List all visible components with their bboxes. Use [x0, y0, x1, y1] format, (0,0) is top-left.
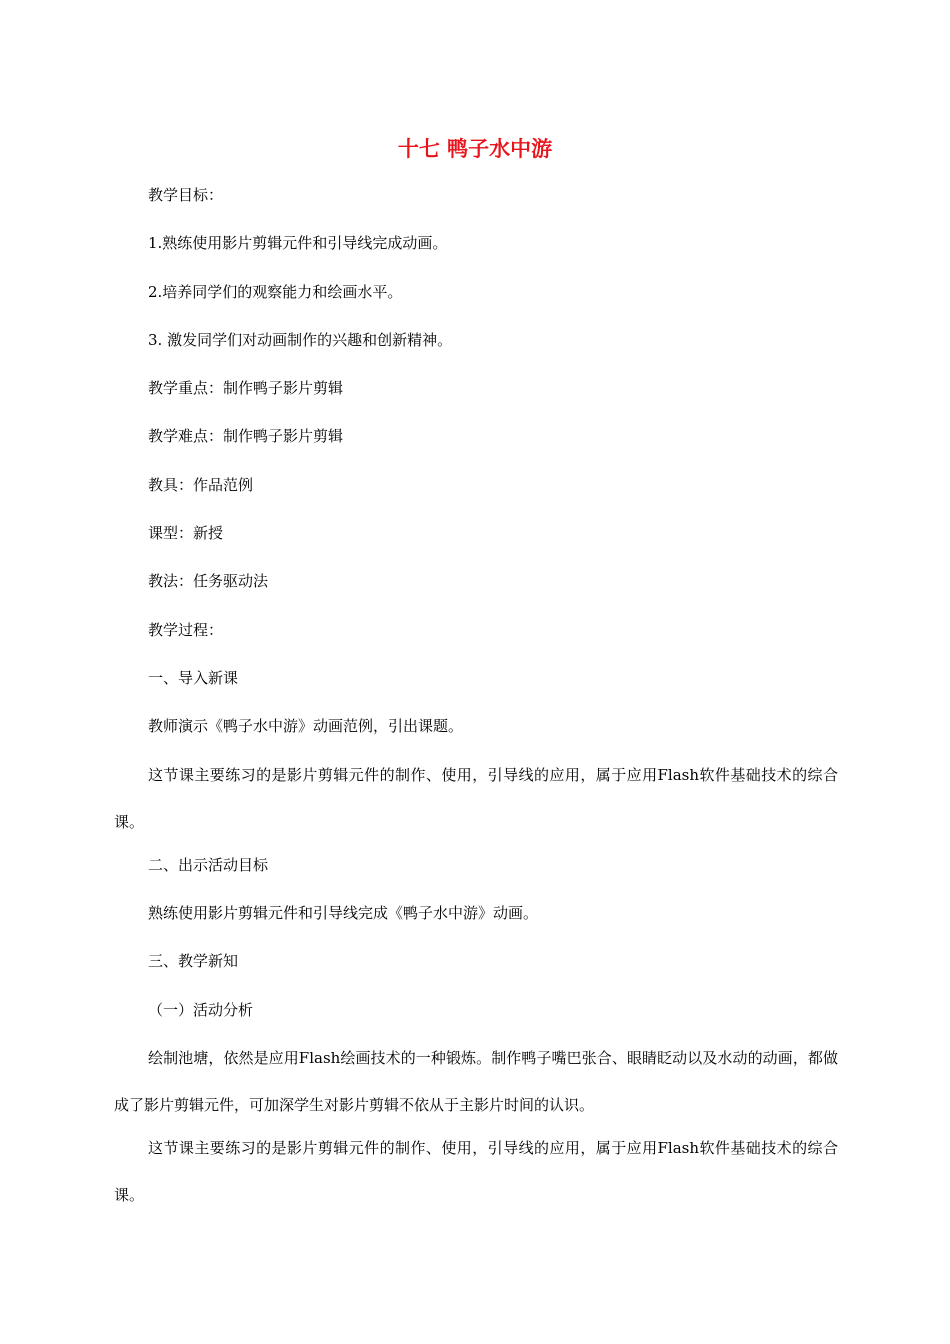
lesson-type: 课型：新授: [148, 524, 224, 542]
paragraph-activity-analysis: 绘制池塘，依然是应用Flash绘画技术的一种锻炼。制作鸭子嘴巴张合、眼睛眨动以及水动的动画，都做成了影片剪辑元件，可加深学生对影片剪辑不依从于主影片时间的认识。: [114, 1049, 838, 1114]
teaching-process-heading: 教学过程：: [148, 621, 224, 639]
section-3-heading: 三、教学新知: [148, 952, 239, 970]
section-1-text: 教师演示《鸭子水中游》动画范例，引出课题。: [148, 717, 464, 735]
subsection-1-heading: （一）活动分析: [148, 1001, 254, 1019]
paragraph-lesson-summary-repeat: 这节课主要练习的是影片剪辑元件的制作、使用，引导线的应用，属于应用Flash软件基础技术的综合课。: [114, 1139, 838, 1204]
document-title: 十七 鸭子水中游: [397, 137, 553, 161]
teaching-method: 教法：任务驱动法: [148, 572, 269, 590]
section-2-text: 熟练使用影片剪辑元件和引导线完成《鸭子水中游》动画。: [148, 904, 539, 922]
section-2-heading: 二、出示活动目标: [148, 856, 269, 874]
teaching-key-point: 教学重点：制作鸭子影片剪辑: [148, 379, 344, 397]
goal-item-3: 3. 激发同学们对动画制作的兴趣和创新精神。: [148, 331, 453, 349]
goal-item-2: 2.培养同学们的观察能力和绘画水平。: [148, 283, 403, 301]
teaching-aids: 教具：作品范例: [148, 476, 254, 494]
teaching-goals-heading: 教学目标：: [148, 186, 224, 204]
goal-item-1: 1.熟练使用影片剪辑元件和引导线完成动画。: [148, 234, 448, 252]
teaching-difficulty: 教学难点：制作鸭子影片剪辑: [148, 427, 344, 445]
section-1-heading: 一、导入新课: [148, 669, 239, 687]
paragraph-lesson-summary: 这节课主要练习的是影片剪辑元件的制作、使用，引导线的应用，属于应用Flash软件基础技术的综合课。: [114, 766, 838, 831]
